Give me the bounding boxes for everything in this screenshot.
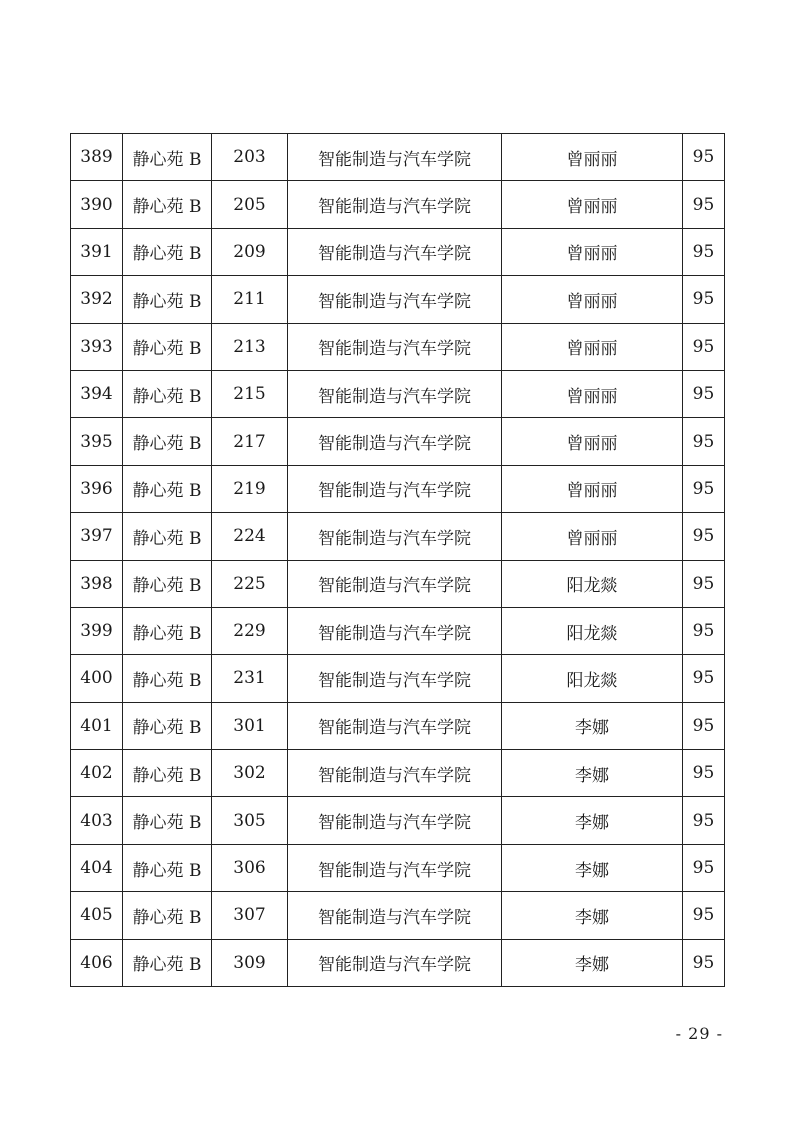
college-cell: 智能制造与汽车学院 — [288, 228, 502, 275]
counselor-name-cell: 曾丽丽 — [502, 134, 683, 181]
table-row — [71, 323, 725, 370]
row-number-cell: 403 — [71, 797, 123, 844]
building-cell: 静心苑 B — [123, 844, 212, 891]
table-row — [71, 844, 725, 891]
row-number-cell: 394 — [71, 370, 123, 417]
college-cell: 智能制造与汽车学院 — [288, 276, 502, 323]
table-row — [71, 134, 725, 181]
score-cell: 95 — [683, 560, 725, 607]
score-cell: 95 — [683, 513, 725, 560]
row-number-cell: 392 — [71, 276, 123, 323]
college-cell: 智能制造与汽车学院 — [288, 939, 502, 986]
college-cell: 智能制造与汽车学院 — [288, 560, 502, 607]
table-row — [71, 418, 725, 465]
table-row — [71, 750, 725, 797]
college-cell: 智能制造与汽车学院 — [288, 655, 502, 702]
counselor-name-cell: 李娜 — [502, 939, 683, 986]
building-cell: 静心苑 B — [123, 323, 212, 370]
college-cell: 智能制造与汽车学院 — [288, 134, 502, 181]
score-cell: 95 — [683, 181, 725, 228]
table-row — [71, 181, 725, 228]
score-cell: 95 — [683, 228, 725, 275]
table-row — [71, 276, 725, 323]
building-cell: 静心苑 B — [123, 228, 212, 275]
building-cell: 静心苑 B — [123, 134, 212, 181]
building-cell: 静心苑 B — [123, 418, 212, 465]
row-number-cell: 406 — [71, 939, 123, 986]
room-number-cell: 302 — [212, 750, 288, 797]
score-cell: 95 — [683, 465, 725, 512]
counselor-name-cell: 李娜 — [502, 892, 683, 939]
table-body — [71, 134, 725, 987]
row-number-cell: 402 — [71, 750, 123, 797]
room-number-cell: 224 — [212, 513, 288, 560]
table-row — [71, 370, 725, 417]
counselor-name-cell: 阳龙燚 — [502, 655, 683, 702]
score-cell: 95 — [683, 134, 725, 181]
counselor-name-cell: 曾丽丽 — [502, 276, 683, 323]
score-cell: 95 — [683, 844, 725, 891]
score-cell: 95 — [683, 370, 725, 417]
building-cell: 静心苑 B — [123, 939, 212, 986]
college-cell: 智能制造与汽车学院 — [288, 418, 502, 465]
counselor-name-cell: 阳龙燚 — [502, 607, 683, 654]
counselor-name-cell: 阳龙燚 — [502, 560, 683, 607]
table-row — [71, 513, 725, 560]
row-number-cell: 395 — [71, 418, 123, 465]
table-row — [71, 228, 725, 275]
row-number-cell: 396 — [71, 465, 123, 512]
room-number-cell: 306 — [212, 844, 288, 891]
college-cell: 智能制造与汽车学院 — [288, 465, 502, 512]
row-number-cell: 397 — [71, 513, 123, 560]
room-number-cell: 309 — [212, 939, 288, 986]
college-cell: 智能制造与汽车学院 — [288, 892, 502, 939]
page-number: - 29 - — [675, 1024, 723, 1043]
college-cell: 智能制造与汽车学院 — [288, 750, 502, 797]
dormitory-score-table-container — [70, 133, 725, 987]
table-row — [71, 702, 725, 749]
score-cell: 95 — [683, 607, 725, 654]
room-number-cell: 305 — [212, 797, 288, 844]
score-cell: 95 — [683, 323, 725, 370]
room-number-cell: 203 — [212, 134, 288, 181]
building-cell: 静心苑 B — [123, 655, 212, 702]
college-cell: 智能制造与汽车学院 — [288, 844, 502, 891]
college-cell: 智能制造与汽车学院 — [288, 323, 502, 370]
room-number-cell: 215 — [212, 370, 288, 417]
counselor-name-cell: 曾丽丽 — [502, 513, 683, 560]
room-number-cell: 209 — [212, 228, 288, 275]
college-cell: 智能制造与汽车学院 — [288, 370, 502, 417]
row-number-cell: 393 — [71, 323, 123, 370]
college-cell: 智能制造与汽车学院 — [288, 513, 502, 560]
counselor-name-cell: 曾丽丽 — [502, 323, 683, 370]
row-number-cell: 400 — [71, 655, 123, 702]
room-number-cell: 301 — [212, 702, 288, 749]
counselor-name-cell: 曾丽丽 — [502, 465, 683, 512]
row-number-cell: 389 — [71, 134, 123, 181]
table-row — [71, 560, 725, 607]
dormitory-score-table — [70, 133, 725, 987]
counselor-name-cell: 曾丽丽 — [502, 228, 683, 275]
room-number-cell: 225 — [212, 560, 288, 607]
room-number-cell: 229 — [212, 607, 288, 654]
counselor-name-cell: 曾丽丽 — [502, 370, 683, 417]
counselor-name-cell: 曾丽丽 — [502, 418, 683, 465]
table-row — [71, 607, 725, 654]
counselor-name-cell: 曾丽丽 — [502, 181, 683, 228]
row-number-cell: 405 — [71, 892, 123, 939]
building-cell: 静心苑 B — [123, 370, 212, 417]
score-cell: 95 — [683, 797, 725, 844]
room-number-cell: 217 — [212, 418, 288, 465]
college-cell: 智能制造与汽车学院 — [288, 607, 502, 654]
building-cell: 静心苑 B — [123, 797, 212, 844]
table-row — [71, 465, 725, 512]
room-number-cell: 231 — [212, 655, 288, 702]
row-number-cell: 401 — [71, 702, 123, 749]
building-cell: 静心苑 B — [123, 750, 212, 797]
row-number-cell: 391 — [71, 228, 123, 275]
college-cell: 智能制造与汽车学院 — [288, 181, 502, 228]
building-cell: 静心苑 B — [123, 513, 212, 560]
building-cell: 静心苑 B — [123, 892, 212, 939]
building-cell: 静心苑 B — [123, 276, 212, 323]
building-cell: 静心苑 B — [123, 702, 212, 749]
score-cell: 95 — [683, 702, 725, 749]
room-number-cell: 213 — [212, 323, 288, 370]
room-number-cell: 205 — [212, 181, 288, 228]
row-number-cell: 399 — [71, 607, 123, 654]
table-row — [71, 939, 725, 986]
score-cell: 95 — [683, 276, 725, 323]
row-number-cell: 404 — [71, 844, 123, 891]
table-row — [71, 892, 725, 939]
table-row — [71, 655, 725, 702]
building-cell: 静心苑 B — [123, 465, 212, 512]
room-number-cell: 219 — [212, 465, 288, 512]
score-cell: 95 — [683, 939, 725, 986]
score-cell: 95 — [683, 892, 725, 939]
counselor-name-cell: 李娜 — [502, 702, 683, 749]
counselor-name-cell: 李娜 — [502, 844, 683, 891]
college-cell: 智能制造与汽车学院 — [288, 797, 502, 844]
score-cell: 95 — [683, 418, 725, 465]
room-number-cell: 307 — [212, 892, 288, 939]
table-row — [71, 797, 725, 844]
counselor-name-cell: 李娜 — [502, 797, 683, 844]
building-cell: 静心苑 B — [123, 607, 212, 654]
building-cell: 静心苑 B — [123, 560, 212, 607]
row-number-cell: 390 — [71, 181, 123, 228]
building-cell: 静心苑 B — [123, 181, 212, 228]
row-number-cell: 398 — [71, 560, 123, 607]
score-cell: 95 — [683, 655, 725, 702]
counselor-name-cell: 李娜 — [502, 750, 683, 797]
score-cell: 95 — [683, 750, 725, 797]
room-number-cell: 211 — [212, 276, 288, 323]
college-cell: 智能制造与汽车学院 — [288, 702, 502, 749]
